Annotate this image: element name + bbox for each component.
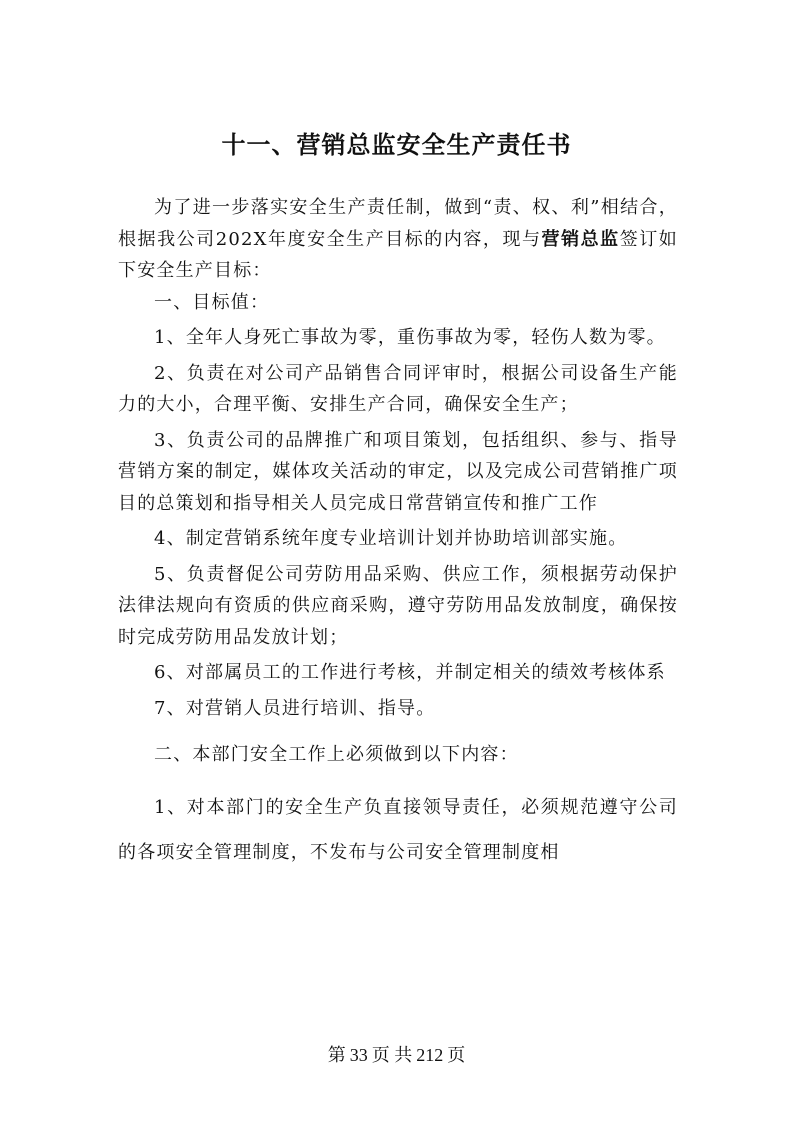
- footer-prefix: 第: [327, 1045, 346, 1065]
- target-item-4: 4、制定营销系统年度专业培训计划并协助培训部实施。: [154, 528, 628, 549]
- intro-text-end: 签订如下安全生产目标：: [118, 228, 678, 281]
- intro-paragraph: [118, 192, 678, 287]
- footer-suffix: 页: [447, 1045, 466, 1065]
- page-footer: [0, 1040, 793, 1070]
- footer-middle: 页 共: [371, 1045, 413, 1065]
- document-body: [118, 192, 678, 875]
- page-title: 十一、营销总监安全生产责任书: [221, 130, 572, 159]
- target-item-1: 1、全年人身死亡事故为零，重伤事故为零，轻伤人数为零。: [154, 327, 666, 348]
- target-item-2: 2、负责在对公司产品销售合同评审时，根据公司设备生产能力的大小，合理平衡、安排生产合同，确保安全生产；: [118, 362, 678, 415]
- target-item-3: 3、负责公司的品牌推广和项目策划，包括组织、参与、指导营销方案的制定，媒体攻关活动的审定，以及完成公司营销推广项目的总策划和指导相关人员完成日常营销宣传和推广工作: [118, 429, 678, 514]
- target-item-7: 7、对营销人员进行培训、指导。: [154, 697, 436, 719]
- target-item-5: 5、负责督促公司劳防用品采购、供应工作，须根据劳动保护法律法规向有资质的供应商采购，遵守劳防用品发放制度，确保按时完成劳防用品发放计划；: [118, 563, 678, 648]
- section-heading-department: 二、本部门安全工作上必须做到以下内容：: [154, 744, 519, 765]
- department-item-1: 1、对本部门的安全生产负直接领导责任，必须规范遵守公司的各项安全管理制度，不发布与公司安全管理制度相: [118, 797, 678, 863]
- footer-total-pages: 212: [416, 1045, 444, 1065]
- section-heading-targets: 一、目标值：: [154, 291, 270, 313]
- intro-text-start: 为了进一步落实安全生产责任制，做到“责、权、利”相结合，根据我公司202X年度安全生产目标的内容，现与: [118, 197, 678, 250]
- footer-current-page: 33: [349, 1045, 368, 1065]
- target-item-6: 6、对部属员工的工作进行考核，并制定相关的绩效考核体系: [154, 662, 666, 683]
- intro-role-name: 营销总监: [541, 228, 620, 250]
